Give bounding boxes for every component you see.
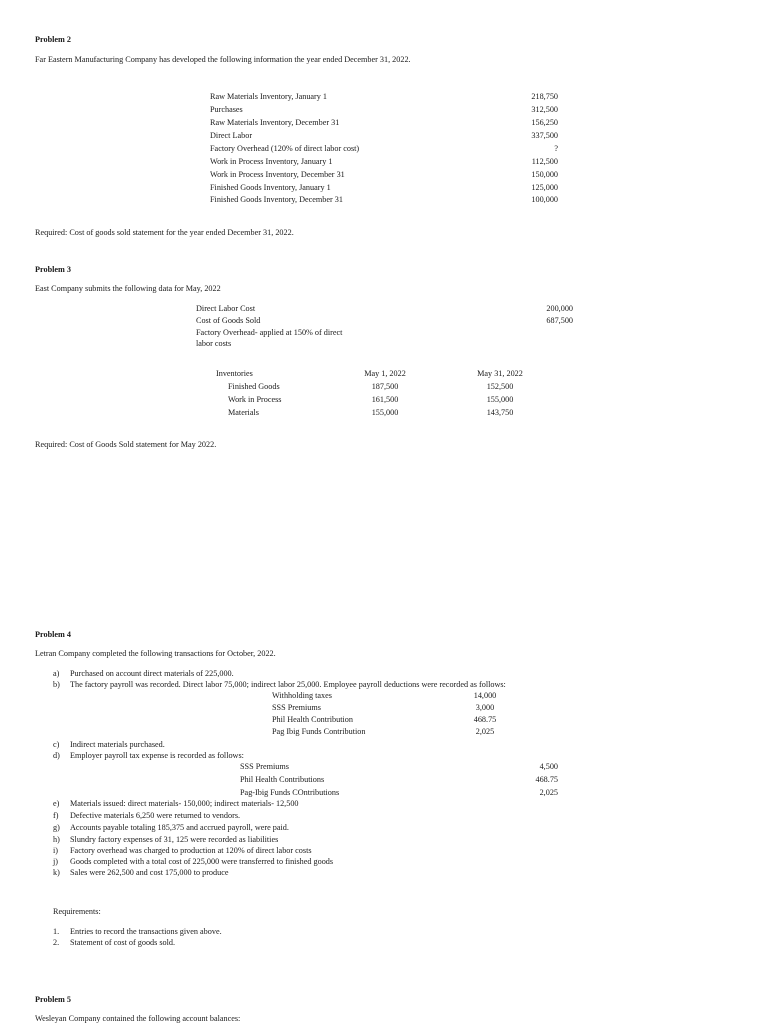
item-marker: g) [53, 823, 60, 832]
requirement-marker: 1. [53, 927, 60, 936]
item-text: Materials issued: direct materials- 150,000; indirect materials- 12,500 [70, 799, 299, 808]
inv-row-v1: 161,500 [371, 395, 399, 404]
inv-col2-header: May 31, 2022 [477, 369, 523, 378]
employer-label: SSS Premiums [240, 762, 289, 771]
problem-2-required: Required: Cost of goods sold statement for the year ended December 31, 2022. [35, 228, 294, 237]
item-text: Defective materials 6,250 were returned to vendors. [70, 811, 241, 820]
problem-3-heading: Problem 3 [35, 265, 72, 274]
item-marker: a) [53, 669, 60, 678]
item-text: Accounts payable totaling 185,375 and accrued payroll, were paid. [70, 823, 289, 832]
deduction-label: SSS Premiums [272, 703, 321, 712]
p3-row-label: Factory Overhead- applied at 150% of direct [196, 328, 343, 337]
problem-4-intro: Letran Company completed the following transactions for October, 2022. [35, 649, 276, 658]
item-text: Sales were 262,500 and cost 175,000 to produce [70, 868, 229, 877]
p3-row-label-cont: labor costs [196, 339, 232, 348]
p2-row-value: 337,500 [531, 131, 558, 140]
item-marker: h) [53, 835, 60, 844]
p3-row-value: 687,500 [546, 316, 573, 325]
p3-row-label: Cost of Goods Sold [196, 316, 261, 325]
requirement-text: Entries to record the transactions given above. [70, 927, 222, 936]
employer-value: 468.75 [535, 775, 558, 784]
p2-row-value: 150,000 [531, 170, 558, 179]
deduction-label: Withholding taxes [272, 691, 332, 700]
inv-row-label: Finished Goods [228, 382, 280, 391]
employer-value: 2,025 [539, 788, 558, 797]
p2-row-value: 125,000 [531, 183, 558, 192]
problem-3-intro: East Company submits the following data for May, 2022 [35, 284, 221, 293]
item-marker: i) [53, 846, 59, 855]
requirements-heading: Requirements: [53, 907, 101, 916]
p2-row-label: Direct Labor [210, 131, 253, 140]
problem-5-heading: Problem 5 [35, 995, 72, 1004]
inv-row-v2: 155,000 [486, 395, 514, 404]
inv-row-v1: 187,500 [371, 382, 399, 391]
item-text: Purchased on account direct materials of 225,000. [70, 669, 234, 678]
inv-row-v2: 143,750 [486, 408, 514, 417]
deduction-value: 3,000 [475, 703, 495, 712]
p2-row-label: Finished Goods Inventory, December 31 [210, 195, 343, 204]
problem-3-required: Required: Cost of Goods Sold statement for May 2022. [35, 440, 217, 449]
problem-4-heading: Problem 4 [35, 630, 72, 639]
problem-2-heading: Problem 2 [35, 35, 72, 44]
deduction-label: Pag Ibig Funds Contribution [272, 727, 366, 736]
p2-row-value: ? [554, 144, 558, 153]
item-marker: j) [53, 857, 59, 866]
item-text: Goods completed with a total cost of 225,000 were transferred to finished goods [70, 857, 334, 866]
item-text: Indirect materials purchased. [70, 740, 165, 749]
p2-row-value: 156,250 [531, 118, 558, 127]
problem-5-intro: Wesleyan Company contained the following account balances: [35, 1014, 241, 1023]
p3-row-label: Direct Labor Cost [196, 304, 256, 313]
inv-row-v1: 155,000 [371, 408, 399, 417]
requirement-marker: 2. [53, 938, 60, 947]
deduction-value: 468.75 [473, 715, 497, 724]
employer-label: Phil Health Contributions [240, 775, 325, 784]
problem-2-intro: Far Eastern Manufacturing Company has developed the following information the year ended December 31, 2022. [35, 55, 411, 64]
employer-value: 4,500 [539, 762, 558, 771]
p2-row-value: 112,500 [531, 157, 558, 166]
item-text: Factory overhead was charged to production at 120% of direct labor costs [70, 846, 312, 855]
item-marker: e) [53, 799, 60, 808]
deduction-value: 14,000 [473, 691, 497, 700]
deduction-label: Phil Health Contribution [272, 715, 353, 724]
item-marker: d) [53, 751, 60, 760]
p2-row-label: Raw Materials Inventory, December 31 [210, 118, 340, 127]
inv-header: Inventories [216, 369, 253, 378]
item-text: The factory payroll was recorded. Direct labor 75,000; indirect labor 25,000. Employee payroll deductions were recorded as follows: [70, 680, 506, 689]
item-marker: f) [53, 811, 59, 820]
item-marker: b) [53, 680, 60, 689]
inv-row-v2: 152,500 [486, 382, 514, 391]
p2-row-label: Work in Process Inventory, December 31 [210, 170, 345, 179]
item-marker: k) [53, 868, 60, 877]
p2-row-value: 218,750 [531, 92, 558, 101]
inv-row-label: Materials [228, 408, 259, 417]
item-text: Employer payroll tax expense is recorded as follows: [70, 751, 244, 760]
p2-row-label: Finished Goods Inventory, January 1 [210, 183, 331, 192]
inv-row-label: Work in Process [228, 395, 282, 404]
p2-row-value: 312,500 [531, 105, 558, 114]
p2-row-label: Work in Process Inventory, January 1 [210, 157, 333, 166]
p2-row-label: Raw Materials Inventory, January 1 [210, 92, 328, 101]
deduction-value: 2,025 [475, 727, 495, 736]
inv-col1-header: May 1, 2022 [364, 369, 406, 378]
p2-row-label: Purchases [210, 105, 243, 114]
requirement-text: Statement of cost of goods sold. [70, 938, 176, 947]
item-text: Slundry factory expenses of 31, 125 were recorded as liabilities [70, 835, 279, 844]
p3-row-value: 200,000 [546, 304, 573, 313]
employer-label: Pag-Ibig Funds COntributions [240, 788, 340, 797]
p2-row-label: Factory Overhead (120% of direct labor cost) [210, 144, 360, 153]
p2-row-value: 100,000 [531, 195, 558, 204]
item-marker: c) [53, 740, 60, 749]
